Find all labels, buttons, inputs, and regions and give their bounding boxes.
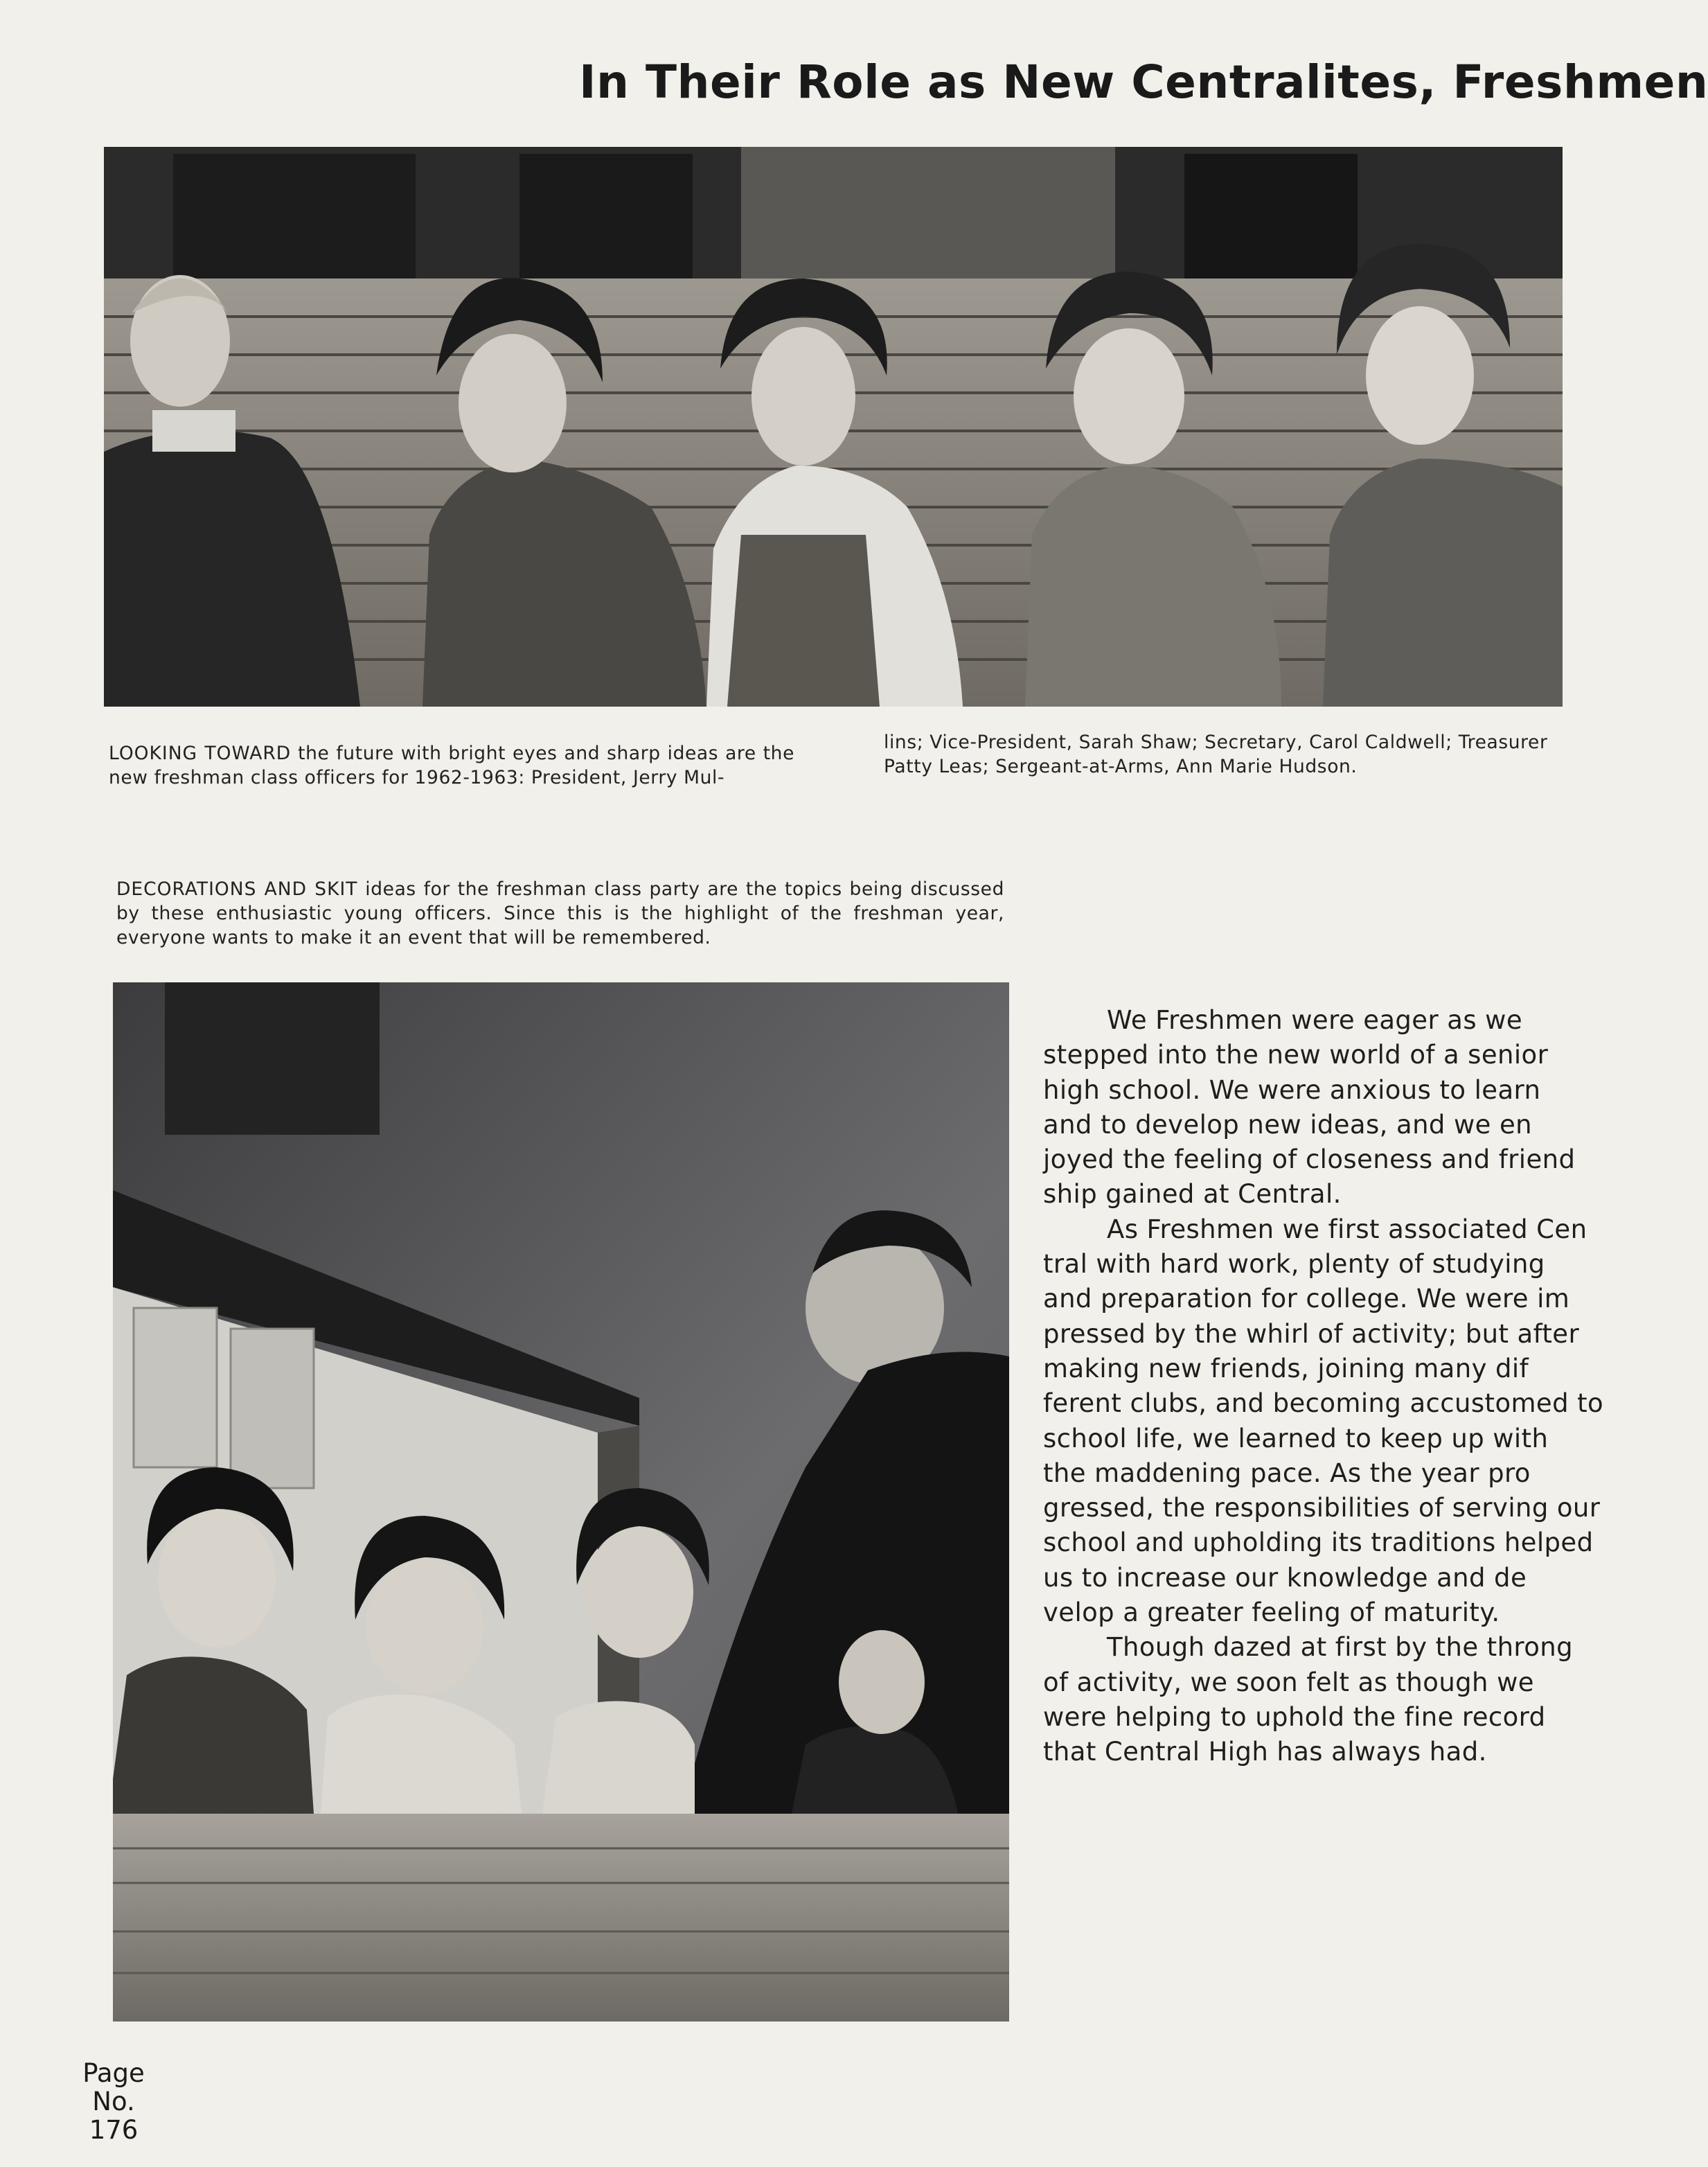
body-line: us to increase our knowledge and de — [1043, 1562, 1527, 1593]
body-line: the maddening pace. As the year pro — [1043, 1458, 1531, 1488]
officers-caption-lead: LOOKING TOWARD — [109, 743, 292, 764]
page-number-value: 176 — [89, 2115, 139, 2145]
body-line: Though dazed at first by the throng — [1107, 1632, 1573, 1663]
body-line: and preparation for college. We were im — [1043, 1284, 1570, 1314]
body-line: joyed the feeling of closeness and friend — [1043, 1144, 1576, 1175]
page-number — [79, 2059, 148, 2144]
body-line: velop a greater feeling of maturity. — [1043, 1598, 1500, 1628]
body-line: ship gained at Central. — [1043, 1179, 1342, 1210]
body-line: ferent clubs, and becoming accustomed to — [1043, 1388, 1604, 1419]
body-line: school and upholding its traditions helped — [1043, 1528, 1594, 1558]
officers-caption-continued — [884, 730, 1563, 779]
article-body — [1043, 1003, 1604, 1770]
party-planning-photo — [113, 982, 1009, 2022]
body-line: As Freshmen we first associated Cen — [1107, 1214, 1587, 1244]
body-line: of activity, we soon felt as though we — [1043, 1667, 1534, 1697]
party-caption-lead: DECORATIONS AND SKIT — [116, 878, 358, 900]
body-line: that Central High has always had. — [1043, 1737, 1487, 1767]
body-line: school life, we learned to keep up with — [1043, 1423, 1549, 1453]
party-caption — [116, 877, 1004, 950]
page-number-label: Page — [82, 2058, 145, 2088]
page-headline: In Their Role as New Centralites, Freshmen — [579, 55, 1708, 109]
officers-caption-text: the future with bright eyes and sharp ideas are the new freshman class officers for 1962-1963: President, Jerry Mul- — [109, 743, 794, 788]
officers-caption — [109, 741, 794, 790]
body-line: stepped into the new world of a senior — [1043, 1040, 1549, 1070]
body-line: and to develop new ideas, and we en — [1043, 1109, 1532, 1140]
officers-caption-line: lins; Vice-President, Sarah Shaw; Secretary, Carol Caldwell; Treasurer — [884, 732, 1548, 753]
body-line: We Freshmen were eager as we — [1107, 1005, 1522, 1035]
officers-photo-image — [104, 147, 1563, 707]
page-number-label: No. — [92, 2087, 135, 2116]
body-line: tral with hard work, plenty of studying — [1043, 1249, 1545, 1280]
body-line: high school. We were anxious to learn — [1043, 1074, 1541, 1105]
party-planning-photo-image — [113, 982, 1009, 2022]
body-line: gressed, the responsibilities of serving our — [1043, 1493, 1601, 1523]
officers-photo — [104, 147, 1563, 707]
officers-caption-line: Patty Leas; Sergeant-at-Arms, Ann Marie Hudson. — [884, 756, 1358, 777]
party-caption-text: ideas for the freshman class party are the topics being discussed by these enthusiastic young officers. Since this is the highlight of the freshman year, everyone wants to make it an event that will be remembered. — [116, 878, 1004, 948]
body-line: making new friends, joining many dif — [1043, 1353, 1529, 1383]
body-line: pressed by the whirl of activity; but after — [1043, 1318, 1580, 1349]
body-line: were helping to uphold the fine record — [1043, 1701, 1546, 1732]
